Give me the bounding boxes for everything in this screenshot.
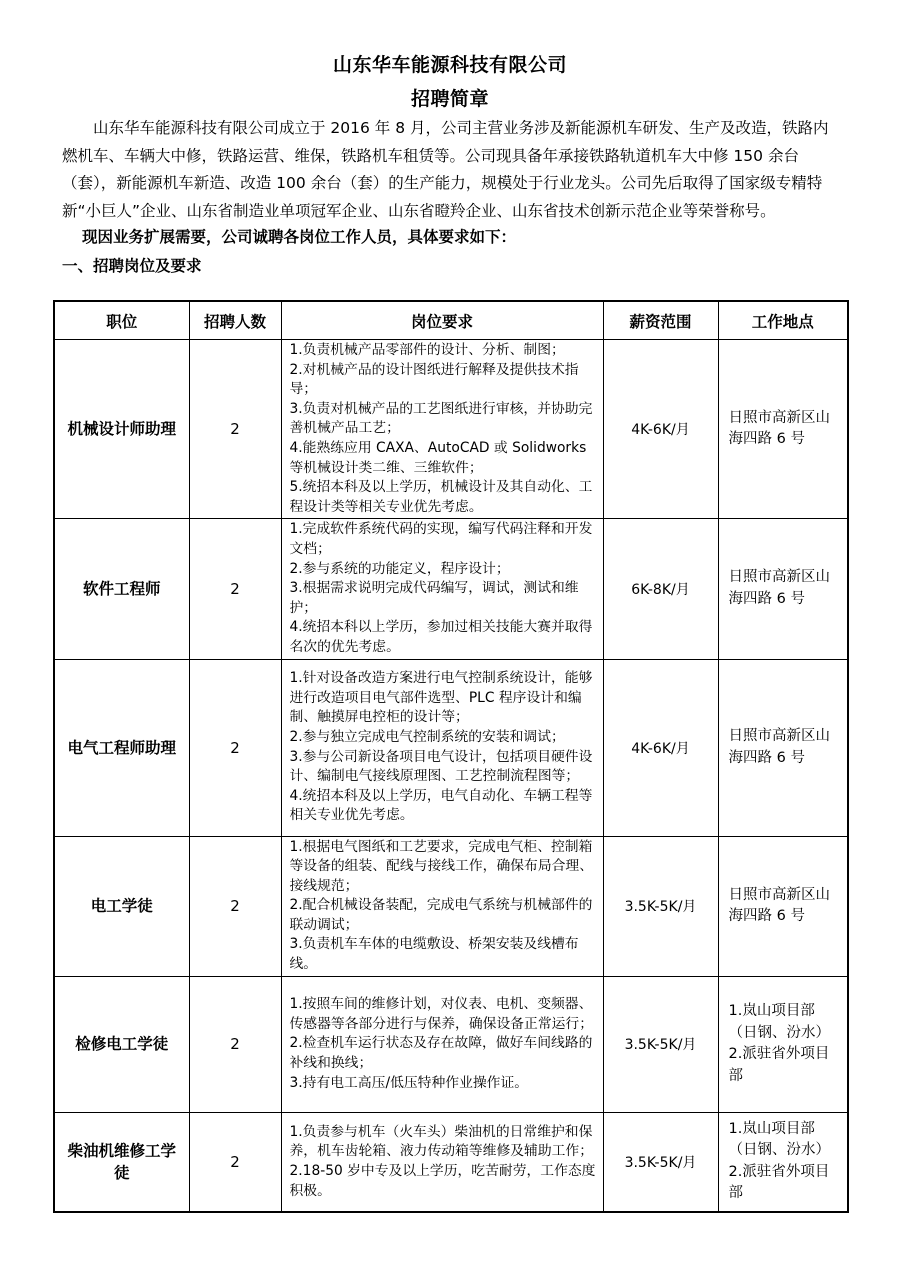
company-intro: 山东华车能源科技有限公司成立于 2016 年 8 月，公司主营业务涉及新能源机车研发、生产及改造，铁路内燃机车、车辆大中修，铁路运营、维保，铁路机车租赁等。公司现具备年承接铁路轨道机车大中修 150 余台（套），新能源机车新造、改造 100 余台（套）的生产能力，规模处于行业龙头。公司先后取得了国家级专精特新“小巨人”企业、山东省制造业单项冠军企业、山东省瞪羚企业、山东省技术创新示范企业等荣誉称号。 <box>62 119 829 220</box>
position-name: 电工学徒 <box>54 836 189 976</box>
requirement-item: 2.参与系统的功能定义，程序设计； <box>289 560 510 577</box>
work-location: 日照市高新区山海四路 6 号 <box>718 340 848 519</box>
requirement-item: 4.统招本科以上学历，参加过相关技能大赛并取得名次的优先考虑。 <box>289 619 593 655</box>
table-header-row <box>54 301 848 340</box>
requirement-item: 1.根据电气图纸和工艺要求，完成电气柜、控制箱等设备的组装、配线与接线工作，确保布局合理、接线规范； <box>289 838 594 894</box>
header-count: 招聘人数 <box>189 301 281 340</box>
position-name: 机械设计师助理 <box>54 340 189 519</box>
position-name: 检修电工学徒 <box>54 976 189 1112</box>
section-heading: 一、招聘岗位及要求 <box>62 257 202 275</box>
headcount: 2 <box>189 1112 281 1212</box>
position-name: 软件工程师 <box>54 519 189 659</box>
header-requirements: 岗位要求 <box>281 301 603 340</box>
requirement-item: 4.统招本科及以上学历，电气自动化、车辆工程等相关专业优先考虑。 <box>289 787 593 824</box>
table-row <box>54 976 848 1112</box>
headcount: 2 <box>189 976 281 1112</box>
headcount: 2 <box>189 340 281 519</box>
requirements <box>281 340 603 519</box>
requirement-item: 3.持有电工高压/低压特种作业操作证。 <box>289 1074 529 1091</box>
requirement-item: 1.按照车间的维修计划，对仪表、电机、变频器、传感器等各部分进行与保养，确保设备正常运行； <box>289 996 594 1032</box>
lead-text: 现因业务扩展需要，公司诚聘各岗位工作人员，具体要求如下： <box>82 228 517 246</box>
table-row <box>54 1112 848 1212</box>
table-row <box>54 659 848 836</box>
requirement-item: 3.负责对机械产品的工艺图纸进行审核，并协助完善机械产品工艺； <box>289 400 593 437</box>
requirements <box>281 659 603 836</box>
header-location: 工作地点 <box>718 301 848 340</box>
table-row <box>54 519 848 659</box>
document-subtitle: 招聘简章 <box>410 88 489 110</box>
positions-table <box>53 300 849 1213</box>
salary-range: 4K-6K/月 <box>603 659 718 836</box>
headcount: 2 <box>189 519 281 659</box>
work-location: 1.岚山项目部（日钢、汾水）2.派驻省外项目部 <box>718 1112 848 1212</box>
salary-range: 3.5K-5K/月 <box>603 976 718 1112</box>
requirement-item: 2.参与独立完成电气控制系统的安装和调试； <box>289 728 565 745</box>
salary-range: 3.5K-5K/月 <box>603 1112 718 1212</box>
requirement-item: 2.检查机车运行状态及存在故障，做好车间线路的补线和换线； <box>289 1035 593 1071</box>
header-salary: 薪资范围 <box>603 301 718 340</box>
requirement-item: 1.负责机械产品零部件的设计、分析、制图； <box>289 342 565 358</box>
salary-range: 6K-8K/月 <box>603 519 718 659</box>
company-title: 山东华车能源科技有限公司 <box>332 54 567 76</box>
salary-range: 3.5K-5K/月 <box>603 836 718 976</box>
requirement-item: 1.完成软件系统代码的实现，编写代码注释和开发文档； <box>289 521 593 557</box>
requirements <box>281 1112 603 1212</box>
requirement-item: 3.根据需求说明完成代码编写，调试，测试和维护； <box>289 580 579 616</box>
requirements <box>281 836 603 976</box>
header-position: 职位 <box>54 301 189 340</box>
work-location: 日照市高新区山海四路 6 号 <box>718 659 848 836</box>
work-location: 日照市高新区山海四路 6 号 <box>718 836 848 976</box>
requirement-item: 2.对机械产品的设计图纸进行解释及提供技术指导； <box>289 361 579 398</box>
work-location: 1.岚山项目部（日钢、汾水）2.派驻省外项目部 <box>718 976 848 1112</box>
requirements <box>281 976 603 1112</box>
requirements <box>281 519 603 659</box>
headcount: 2 <box>189 659 281 836</box>
requirement-item: 3.负责机车车体的电缆敷设、桥架安装及线槽布线。 <box>289 936 579 973</box>
position-name: 柴油机维修工学徒 <box>54 1112 189 1212</box>
salary-range: 4K-6K/月 <box>603 340 718 519</box>
requirement-item: 2.配合机械设备装配，完成电气系统与机械部件的联动调试； <box>289 897 593 933</box>
requirement-item: 1.针对设备改造方案进行电气控制系统设计，能够进行改造项目电气部件选型、PLC 程序设计和编制、触摸屏电控柜的设计等； <box>289 670 593 726</box>
table-row <box>54 836 848 976</box>
requirement-item: 4.能熟练应用 CAXA、AutoCAD 或 Solidworks 等机械设计类二维、三维软件； <box>289 439 587 476</box>
requirement-item: 1.负责参与机车（火车头）柴油机的日常维护和保养，机车齿轮箱、液力传动箱等维修及辅助工作； <box>289 1123 594 1160</box>
position-name: 电气工程师助理 <box>54 659 189 836</box>
headcount: 2 <box>189 836 281 976</box>
requirement-item: 5.统招本科及以上学历，机械设计及其自动化、工程设计类等相关专业优先考虑。 <box>289 479 593 515</box>
work-location: 日照市高新区山海四路 6 号 <box>718 519 848 659</box>
requirement-item: 2.18-50 岁中专及以上学历，吃苦耐劳，工作态度积极。 <box>289 1162 596 1199</box>
requirement-item: 3.参与公司新设备项目电气设计，包括项目硬件设计、编制电气接线原理图、工艺控制流程图等； <box>289 748 593 785</box>
table-row <box>54 340 848 519</box>
